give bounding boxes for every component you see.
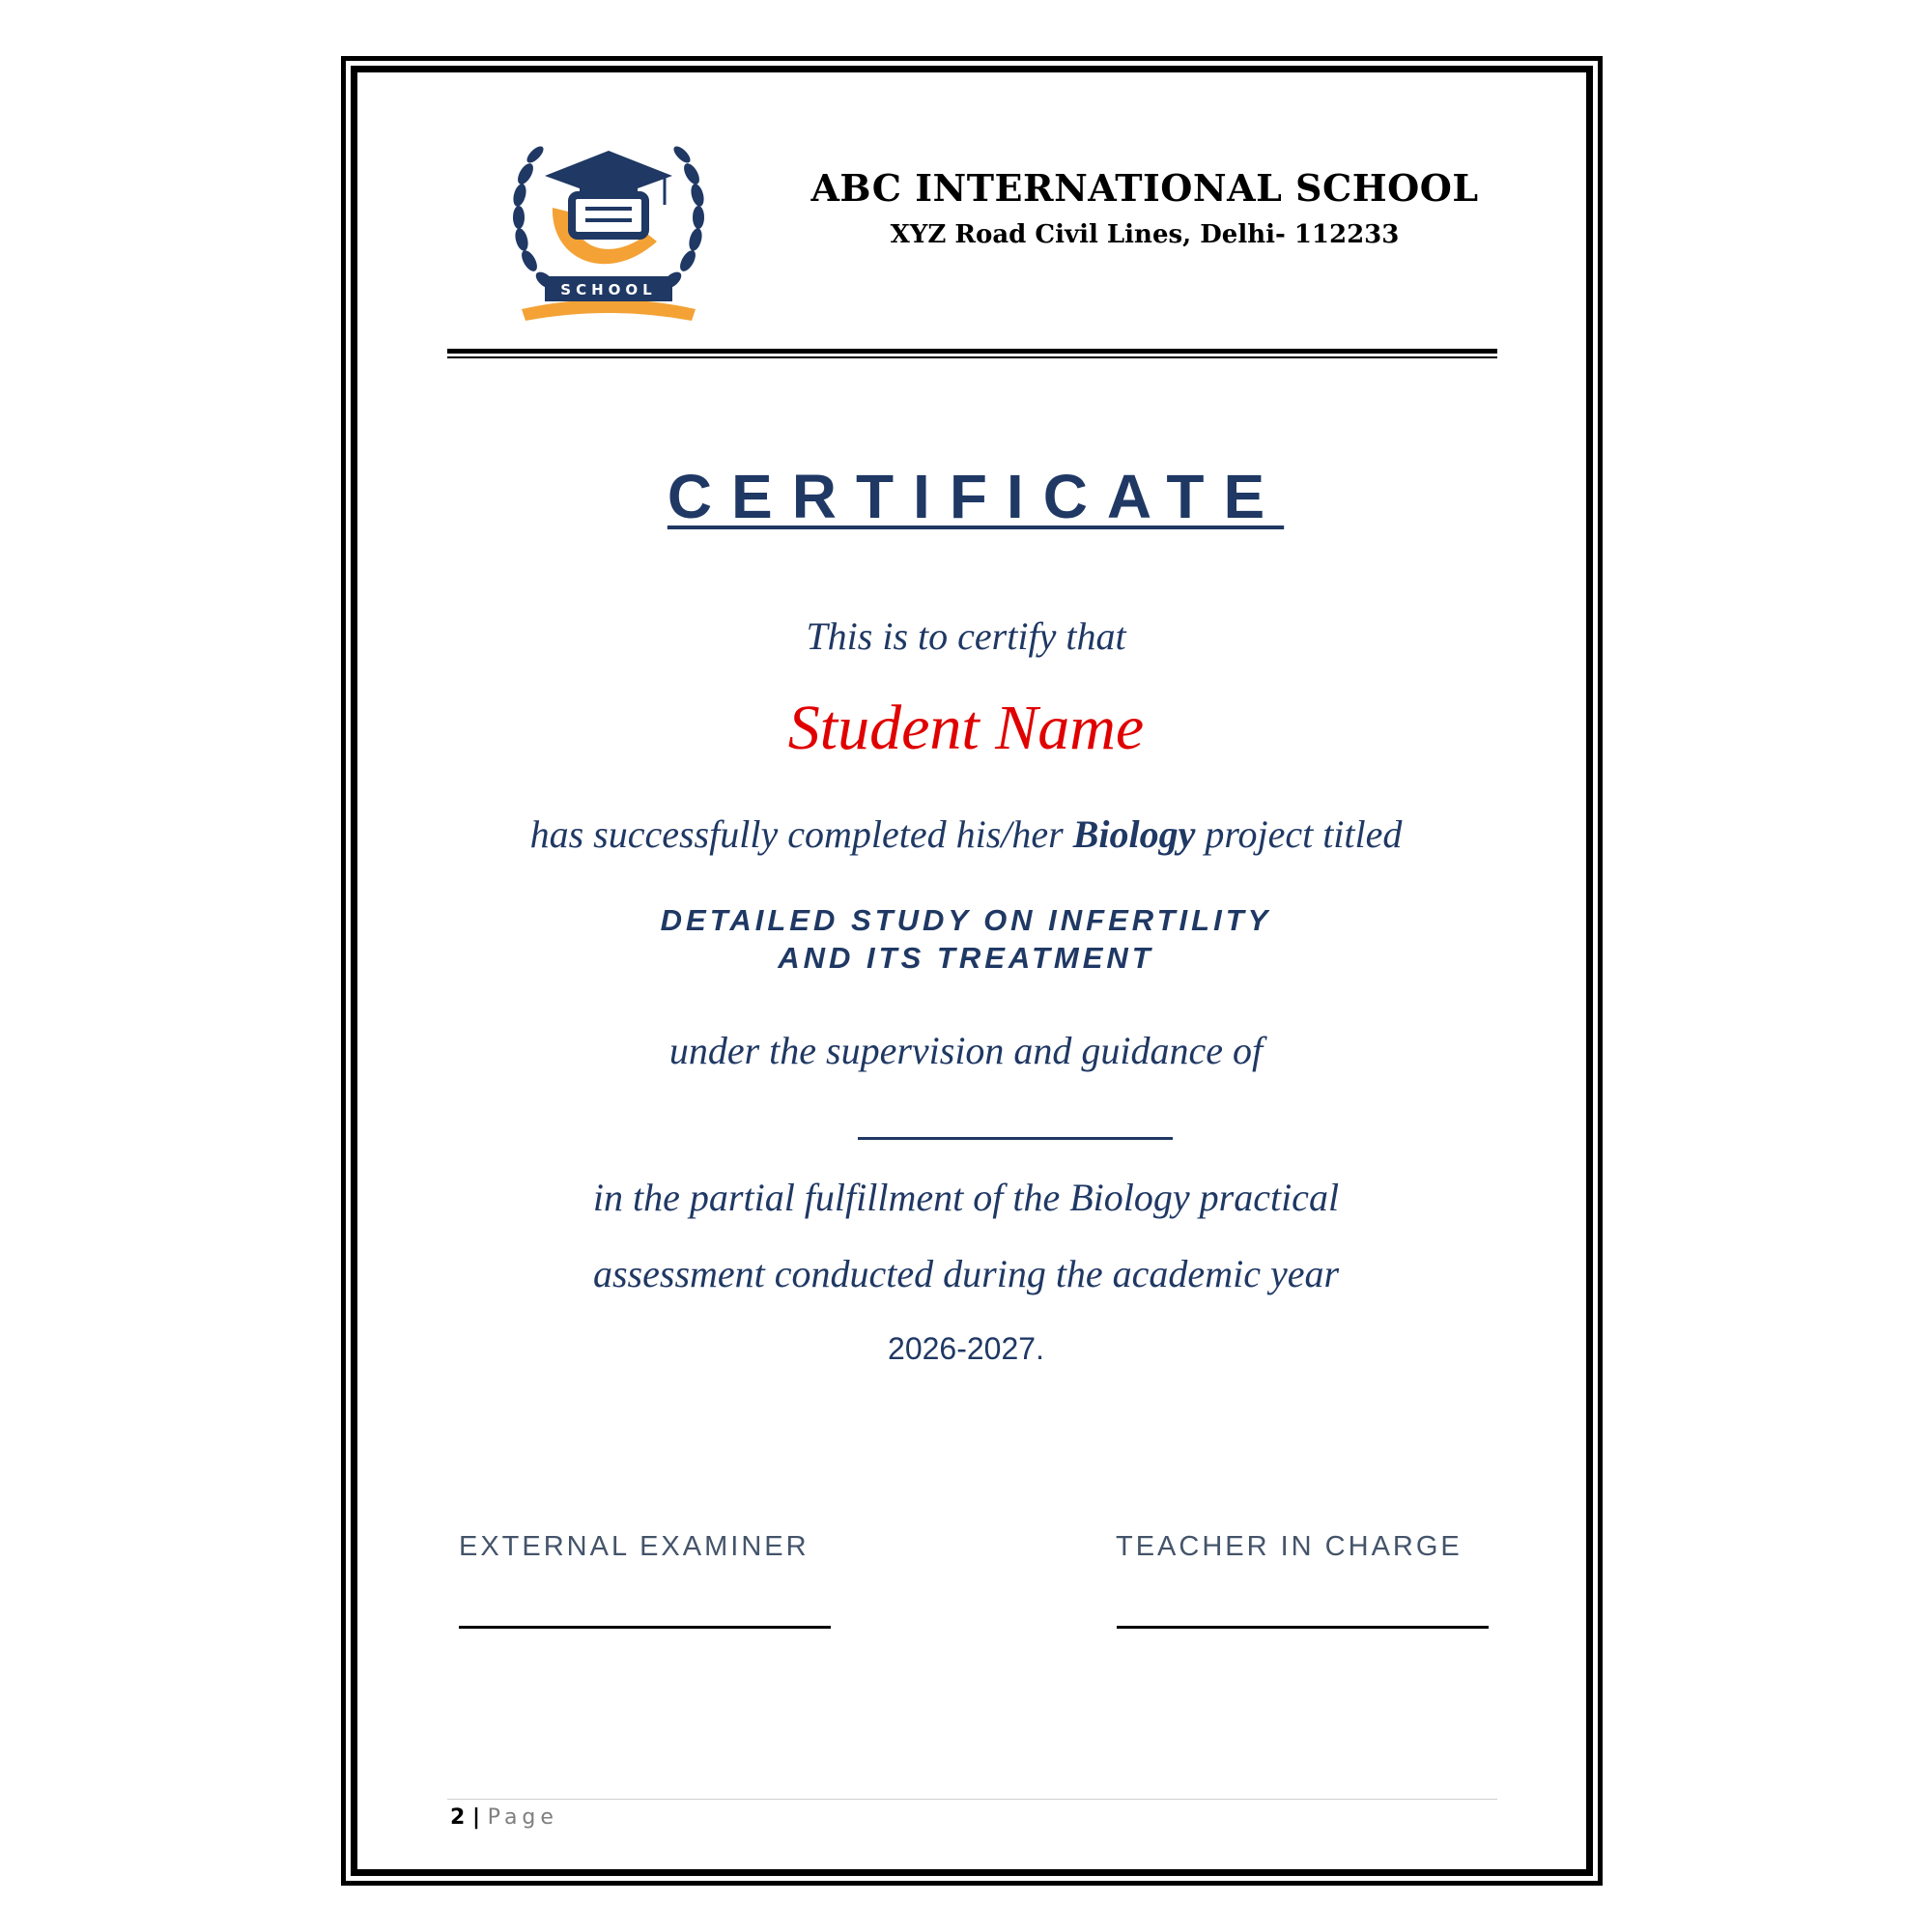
external-examiner-signature-line bbox=[459, 1626, 831, 1629]
academic-year: 2026-2027. bbox=[888, 1331, 1044, 1366]
certificate-title: CERTIFICATE bbox=[667, 462, 1285, 531]
student-name: Student Name bbox=[787, 693, 1145, 763]
page-number: 2 bbox=[450, 1805, 466, 1830]
page-word: Page bbox=[487, 1805, 558, 1830]
external-examiner-label: EXTERNAL EXAMINER bbox=[459, 1531, 810, 1562]
fulfillment-text-line2: assessment conducted during the academic year bbox=[592, 1252, 1340, 1295]
page-footer: 2 | Page bbox=[450, 1805, 558, 1830]
completion-text: has successfully completed his/her Biology project titled bbox=[529, 812, 1403, 856]
fulfillment-text-line1: in the partial fulfillment of the Biology practical bbox=[592, 1176, 1340, 1219]
logo-text: SCHOOL bbox=[560, 281, 657, 298]
teacher-in-charge-label: TEACHER IN CHARGE bbox=[1116, 1531, 1463, 1562]
school-address: XYZ Road Civil Lines, Delhi- 112233 bbox=[890, 220, 1400, 249]
guide-name-line bbox=[858, 1137, 1173, 1140]
supervision-text: under the supervision and guidance of bbox=[668, 1029, 1264, 1072]
teacher-signature-line bbox=[1117, 1626, 1489, 1629]
subject-name: Biology bbox=[1072, 812, 1196, 856]
header-divider bbox=[447, 349, 1497, 354]
project-title-line2: AND ITS TREATMENT bbox=[778, 941, 1154, 975]
footer-divider bbox=[447, 1799, 1497, 1800]
school-name: ABC INTERNATIONAL SCHOOL bbox=[810, 166, 1479, 210]
intro-text: This is to certify that bbox=[806, 614, 1126, 658]
project-title bbox=[0, 901, 1932, 977]
header-divider-thin bbox=[447, 356, 1497, 358]
school-logo bbox=[502, 116, 715, 328]
project-title-line1: DETAILED STUDY ON INFERTILITY bbox=[660, 903, 1272, 937]
